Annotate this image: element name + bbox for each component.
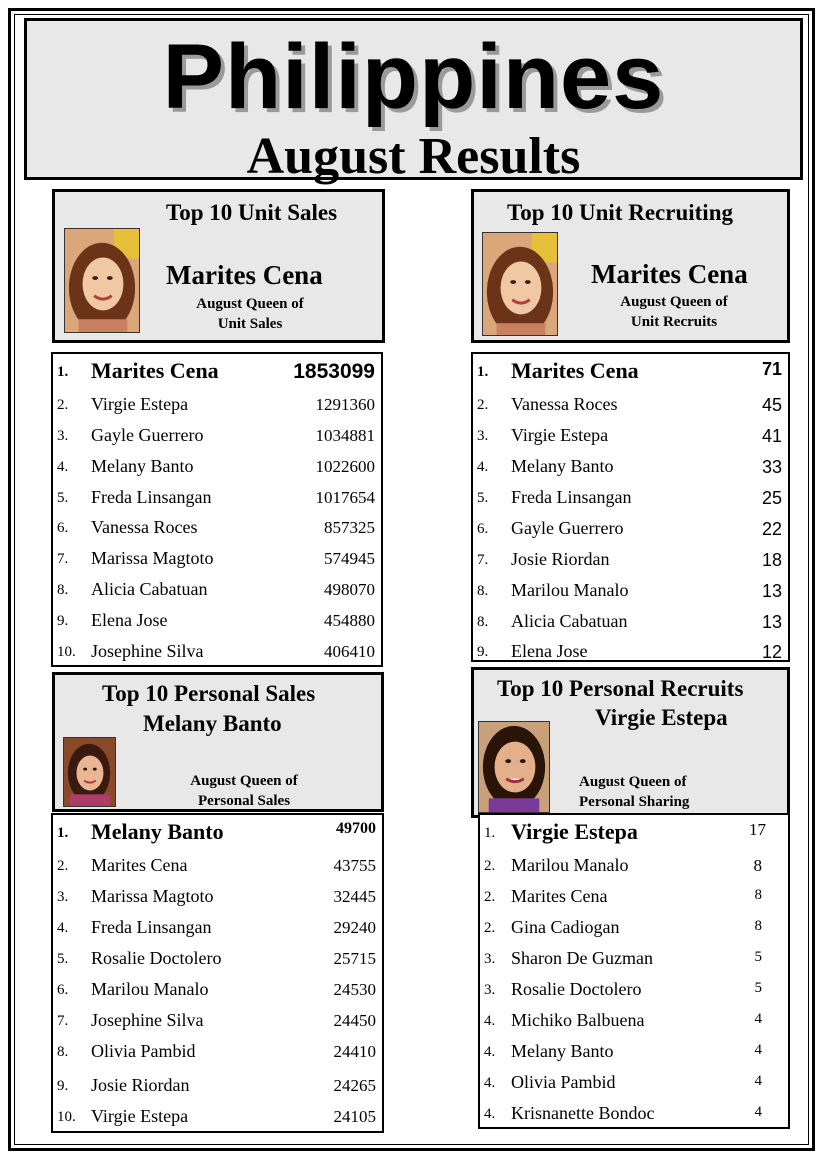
personal-sales-header — [52, 672, 384, 812]
value: 8 — [753, 856, 762, 875]
value: 24265 — [333, 1076, 376, 1095]
table-row — [53, 818, 382, 848]
table-row — [480, 975, 788, 1005]
rank: 1. — [57, 364, 69, 380]
table-row — [480, 944, 788, 974]
value: 13 — [761, 612, 782, 632]
rank: 4. — [484, 1013, 496, 1029]
table-row — [473, 607, 788, 637]
table-row — [53, 544, 381, 574]
member-name: Marilou Manalo — [91, 979, 209, 999]
member-name: Josie Riordan — [511, 549, 610, 569]
member-name: Marites Cena — [91, 358, 219, 383]
table-row — [480, 1037, 788, 1067]
value: 71 — [761, 359, 782, 379]
value: 49700 — [336, 820, 376, 837]
table-row — [53, 513, 381, 543]
rank: 3. — [57, 889, 69, 905]
member-name: Freda Linsangan — [511, 487, 632, 507]
unit-sales-list — [51, 352, 383, 667]
value: 24450 — [333, 1011, 376, 1030]
member-name: Virgie Estepa — [91, 1106, 189, 1126]
rank: 7. — [57, 551, 69, 567]
rank: 7. — [57, 1013, 69, 1029]
unit-recruiting-header — [471, 189, 790, 343]
personal-recruits-caption-line1: August Queen of — [579, 774, 687, 790]
value: 454880 — [324, 611, 375, 630]
value: 4 — [754, 1073, 762, 1089]
rank: 1. — [484, 825, 496, 841]
member-name: Melany Banto — [511, 1041, 614, 1061]
rank: 5. — [57, 951, 69, 967]
table-row — [473, 357, 788, 387]
table-row — [53, 390, 381, 420]
member-name: Marites Cena — [511, 358, 639, 383]
member-name: Josephine Silva — [91, 641, 204, 661]
value: 43755 — [333, 856, 376, 875]
table-row — [53, 452, 381, 482]
value: 45 — [761, 395, 782, 415]
member-name: Elena Jose — [511, 641, 588, 661]
table-row — [53, 944, 382, 974]
personal-recruits-caption-line2: Personal Sharing — [579, 794, 690, 810]
table-row — [53, 483, 381, 513]
member-name: Michiko Balbuena — [511, 1010, 645, 1030]
rank: 1. — [57, 825, 69, 841]
member-name: Gayle Guerrero — [91, 425, 204, 445]
table-row — [473, 483, 788, 513]
rank: 4. — [484, 1044, 496, 1060]
personal-sales-queen-caption — [159, 771, 329, 811]
table-row — [53, 421, 381, 451]
table-row — [480, 1006, 788, 1036]
value: 41 — [761, 426, 782, 446]
table-row — [480, 818, 788, 848]
unit-sales-heading: Top 10 Unit Sales — [166, 200, 338, 225]
personal-sales-caption-line1: August Queen of — [190, 773, 298, 789]
member-name: Freda Linsangan — [91, 487, 212, 507]
unit-sales-queen-name: Marites Cena — [166, 260, 323, 290]
member-name: Marilou Manalo — [511, 855, 629, 875]
unit-recruiting-queen-photo — [482, 232, 558, 336]
table-row — [473, 545, 788, 575]
value: 12 — [761, 642, 782, 662]
table-row — [53, 606, 381, 636]
value: 1017654 — [315, 488, 375, 507]
table-row — [53, 913, 382, 943]
personal-sales-queen-photo — [63, 737, 116, 807]
rank: 10. — [57, 1109, 76, 1125]
member-name: Virgie Estepa — [91, 394, 189, 414]
personal-sales-list — [51, 813, 384, 1133]
value: 32445 — [333, 887, 376, 906]
rank: 1. — [477, 364, 489, 380]
rank: 8. — [477, 583, 489, 599]
rank: 4. — [57, 920, 69, 936]
table-row — [53, 637, 381, 667]
value: 4 — [754, 1104, 762, 1120]
value: 13 — [761, 581, 782, 601]
value: 1034881 — [315, 426, 375, 445]
member-name: Virgie Estepa — [511, 819, 638, 844]
table-row — [480, 882, 788, 912]
value: 857325 — [324, 518, 375, 537]
personal-sales-queen-name: Melany Banto — [143, 711, 282, 736]
value: 5 — [754, 949, 762, 965]
table-row — [53, 575, 381, 605]
rank: 3. — [57, 428, 69, 444]
value: 5 — [754, 980, 762, 996]
unit-recruiting-queen-caption — [589, 292, 759, 332]
unit-recruiting-heading: Top 10 Unit Recruiting — [507, 200, 733, 225]
rank: 6. — [57, 982, 69, 998]
value: 17 — [749, 820, 766, 839]
personal-recruits-heading: Top 10 Personal Recruits — [497, 676, 744, 701]
table-row — [53, 1102, 382, 1132]
rank: 10. — [57, 644, 76, 660]
table-row — [480, 851, 788, 881]
value: 25715 — [333, 949, 376, 968]
unit-sales-caption-line2: Unit Sales — [217, 316, 283, 332]
table-row — [473, 514, 788, 544]
table-row — [53, 357, 381, 387]
member-name: Josephine Silva — [91, 1010, 204, 1030]
table-row — [473, 390, 788, 420]
table-row — [53, 851, 382, 881]
value: 24530 — [333, 980, 376, 999]
member-name: Marissa Magtoto — [91, 886, 214, 906]
table-row — [473, 421, 788, 451]
value: 406410 — [324, 642, 375, 661]
unit-recruiting-list — [471, 352, 790, 662]
rank: 2. — [57, 858, 69, 874]
value: 574945 — [324, 549, 375, 568]
value: 24105 — [333, 1107, 376, 1126]
personal-recruits-list — [478, 813, 790, 1129]
member-name: Olivia Pambid — [511, 1072, 616, 1092]
rank: 7. — [477, 552, 489, 568]
table-row — [473, 637, 788, 667]
personal-sales-caption-line2: Personal Sales — [197, 793, 291, 809]
member-name: Alicia Cabatuan — [91, 579, 208, 599]
member-name: Virgie Estepa — [511, 425, 609, 445]
rank: 2. — [57, 397, 69, 413]
member-name: Marissa Magtoto — [91, 548, 214, 568]
personal-recruits-header — [471, 667, 790, 818]
rank: 4. — [484, 1075, 496, 1091]
rank: 8. — [57, 1044, 69, 1060]
value: 24410 — [333, 1042, 376, 1061]
value: 22 — [761, 519, 782, 539]
table-row — [53, 1006, 382, 1036]
member-name: Marilou Manalo — [511, 580, 629, 600]
table-row — [53, 882, 382, 912]
rank: 4. — [57, 459, 69, 475]
rank: 9. — [477, 644, 489, 660]
rank: 5. — [477, 490, 489, 506]
personal-recruits-queen-photo — [478, 721, 550, 813]
personal-recruits-queen-name: Virgie Estepa — [595, 705, 728, 730]
unit-sales-queen-photo — [64, 228, 140, 333]
rank: 2. — [484, 920, 496, 936]
value: 25 — [761, 488, 782, 508]
rank: 2. — [484, 858, 496, 874]
rank: 2. — [477, 397, 489, 413]
page-title: Philippines — [162, 26, 665, 128]
unit-recruiting-caption-line2: Unit Recruits — [630, 314, 718, 330]
value: 1853099 — [293, 360, 375, 383]
personal-sales-heading: Top 10 Personal Sales — [102, 681, 316, 706]
rank: 8. — [57, 582, 69, 598]
value: 4 — [754, 1011, 762, 1027]
personal-recruits-queen-caption — [579, 772, 709, 812]
value: 1022600 — [315, 457, 375, 476]
member-name: Olivia Pambid — [91, 1041, 196, 1061]
unit-sales-header — [52, 189, 385, 343]
table-row — [53, 975, 382, 1005]
rank: 6. — [57, 520, 69, 536]
unit-sales-caption-line1: August Queen of — [196, 296, 304, 312]
rank: 6. — [477, 521, 489, 537]
value: 8 — [754, 887, 762, 903]
rank: 8. — [477, 614, 489, 630]
rank: 5. — [57, 490, 69, 506]
member-name: Freda Linsangan — [91, 917, 212, 937]
table-row — [473, 576, 788, 606]
rank: 2. — [484, 889, 496, 905]
member-name: Gayle Guerrero — [511, 518, 624, 538]
member-name: Sharon De Guzman — [511, 948, 653, 968]
member-name: Alicia Cabatuan — [511, 611, 628, 631]
member-name: Melany Banto — [91, 819, 224, 844]
member-name: Melany Banto — [91, 456, 194, 476]
unit-recruiting-caption-line1: August Queen of — [620, 294, 728, 310]
page-subtitle: August Results — [246, 128, 581, 185]
member-name: Gina Cadiogan — [511, 917, 620, 937]
rank: 3. — [484, 982, 496, 998]
member-name: Josie Riordan — [91, 1075, 190, 1095]
table-row — [480, 1068, 788, 1098]
value: 1291360 — [315, 395, 375, 414]
table-row — [480, 913, 788, 943]
table-row — [53, 1071, 382, 1101]
unit-recruiting-queen-name: Marites Cena — [591, 259, 748, 289]
member-name: Melany Banto — [511, 456, 614, 476]
unit-sales-queen-caption — [165, 294, 335, 334]
value: 498070 — [324, 580, 375, 599]
table-row — [53, 1037, 382, 1067]
value: 8 — [754, 918, 762, 934]
table-row — [480, 1099, 788, 1129]
value: 4 — [754, 1042, 762, 1058]
value: 33 — [761, 457, 782, 477]
rank: 4. — [477, 459, 489, 475]
table-row — [473, 452, 788, 482]
rank: 3. — [477, 428, 489, 444]
rank: 9. — [57, 613, 69, 629]
member-name: Vanessa Roces — [511, 394, 618, 414]
value: 29240 — [333, 918, 376, 937]
member-name: Rosalie Doctolero — [91, 948, 222, 968]
rank: 4. — [484, 1106, 496, 1122]
member-name: Rosalie Doctolero — [511, 979, 642, 999]
member-name: Krisnanette Bondoc — [511, 1103, 655, 1123]
member-name: Marites Cena — [511, 886, 608, 906]
member-name: Marites Cena — [91, 855, 188, 875]
value: 18 — [761, 550, 782, 570]
member-name: Elena Jose — [91, 610, 168, 630]
rank: 3. — [484, 951, 496, 967]
rank: 9. — [57, 1078, 69, 1094]
member-name: Vanessa Roces — [91, 517, 198, 537]
title-banner — [24, 18, 803, 185]
